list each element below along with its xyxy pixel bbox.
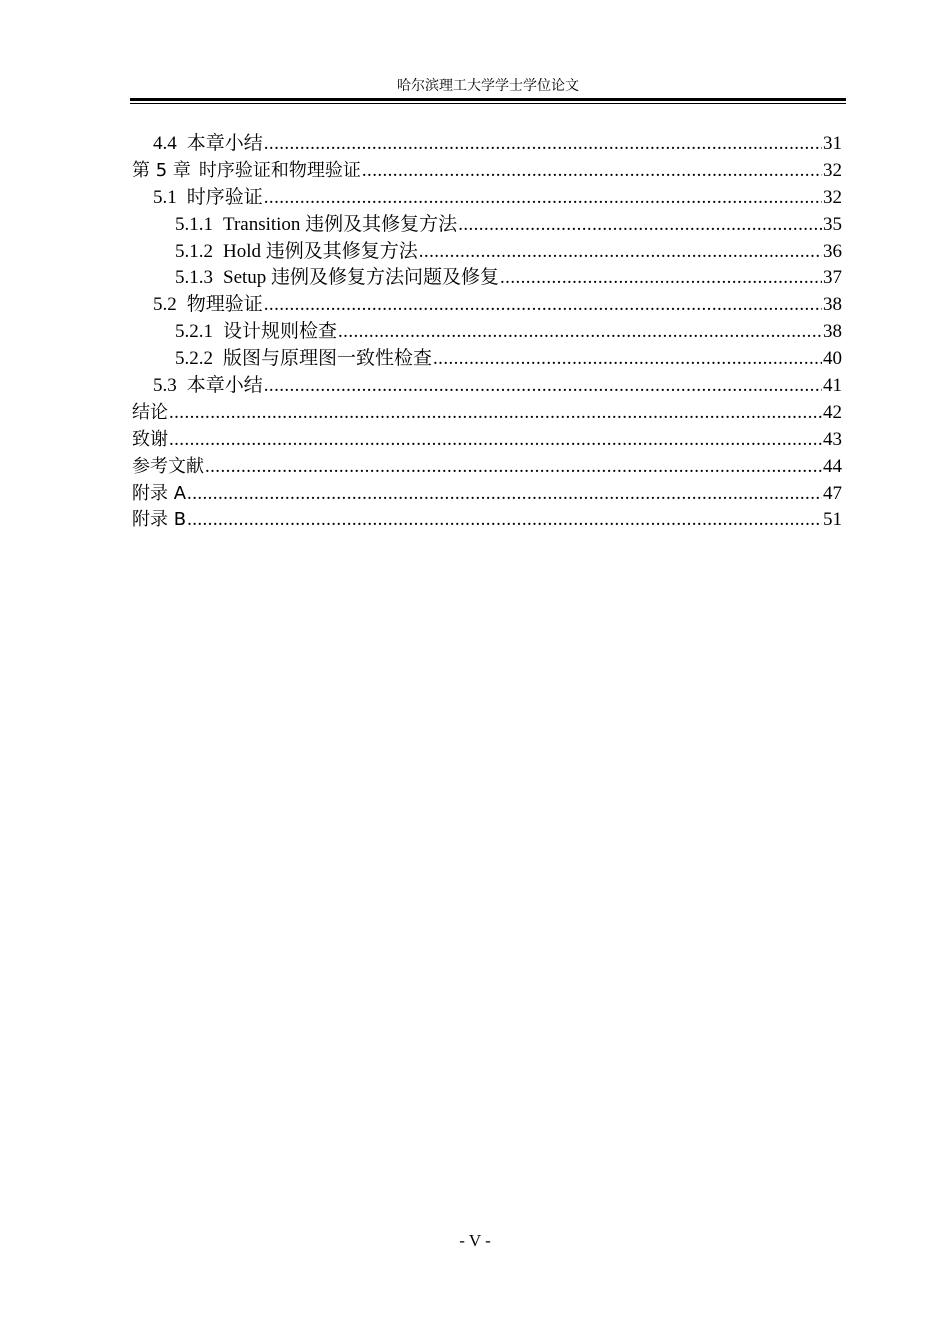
toc-dot-leader bbox=[169, 400, 822, 426]
toc-entry-number: 5.1.1 bbox=[175, 213, 213, 235]
toc-entry-number: 5.2 bbox=[153, 294, 177, 316]
toc-entry[interactable] bbox=[132, 481, 842, 508]
toc-entry-text: 致谢 bbox=[132, 428, 168, 450]
toc-entry[interactable] bbox=[132, 292, 842, 319]
toc-dot-leader bbox=[500, 265, 822, 291]
toc-entry[interactable] bbox=[132, 158, 842, 185]
toc-entry-title bbox=[175, 319, 337, 345]
toc-entry-text: 时序验证和物理验证 bbox=[198, 159, 361, 181]
toc-dot-leader bbox=[187, 507, 822, 533]
toc-dot-leader bbox=[338, 319, 822, 345]
toc-entry-number: 5.1 bbox=[153, 186, 177, 208]
toc-entry-text: 设计规则检查 bbox=[223, 321, 338, 343]
toc-entry-number: 5.3 bbox=[153, 375, 177, 397]
header-rule-thin bbox=[130, 103, 846, 104]
toc-entry-page: 43 bbox=[823, 428, 842, 450]
toc-entry-title bbox=[132, 507, 186, 533]
toc-entry[interactable] bbox=[132, 507, 842, 534]
toc-entry-page: 51 bbox=[823, 509, 842, 531]
toc-dot-leader bbox=[169, 427, 822, 453]
toc-entry-text: 物理验证 bbox=[186, 294, 263, 316]
toc-entry-page: 38 bbox=[823, 321, 842, 343]
toc-entry-text: 时序验证 bbox=[186, 186, 263, 208]
toc-entry[interactable] bbox=[132, 373, 842, 400]
toc-entry-page: 38 bbox=[823, 294, 842, 316]
toc-entry-title bbox=[175, 346, 432, 372]
toc-entry-text: Setup 违例及修复方法问题及修复 bbox=[223, 267, 500, 289]
toc-dot-leader bbox=[419, 239, 822, 265]
table-of-contents bbox=[132, 131, 842, 534]
toc-entry-number: 第 5 章 bbox=[132, 159, 191, 181]
toc-entry-title bbox=[153, 292, 263, 318]
toc-entry-title bbox=[175, 239, 418, 265]
toc-entry-number: 5.2.2 bbox=[175, 348, 213, 370]
toc-entry[interactable] bbox=[132, 319, 842, 346]
toc-dot-leader bbox=[264, 185, 822, 211]
toc-dot-leader bbox=[362, 158, 822, 184]
toc-dot-leader bbox=[433, 346, 822, 372]
toc-entry-text: 参考文献 bbox=[132, 455, 204, 477]
toc-dot-leader bbox=[205, 454, 822, 480]
toc-entry-title bbox=[153, 131, 263, 157]
toc-entry-text: 附录 A bbox=[132, 482, 187, 504]
toc-entry-title bbox=[132, 427, 168, 453]
toc-entry-page: 44 bbox=[823, 455, 842, 477]
toc-entry-title bbox=[132, 400, 168, 426]
toc-entry-number: 5.2.1 bbox=[175, 321, 213, 343]
toc-entry[interactable] bbox=[132, 427, 842, 454]
toc-entry-text: 版图与原理图一致性检查 bbox=[223, 348, 433, 370]
toc-entry[interactable] bbox=[132, 265, 842, 292]
toc-entry[interactable] bbox=[132, 131, 842, 158]
toc-entry-page: 35 bbox=[823, 213, 842, 235]
toc-entry-title bbox=[132, 454, 204, 480]
toc-entry-page: 32 bbox=[823, 159, 842, 181]
toc-entry-title bbox=[153, 373, 263, 399]
toc-entry-page: 31 bbox=[823, 133, 842, 154]
header-rule-thick bbox=[130, 98, 846, 101]
toc-entry[interactable] bbox=[132, 185, 842, 212]
toc-dot-leader bbox=[264, 131, 822, 157]
toc-entry-title bbox=[153, 185, 263, 211]
toc-entry-page: 37 bbox=[823, 267, 842, 289]
toc-entry-title bbox=[175, 212, 457, 238]
toc-entry-text: Hold 违例及其修复方法 bbox=[223, 240, 418, 262]
toc-dot-leader bbox=[264, 373, 822, 399]
toc-entry-number: 5.1.2 bbox=[175, 240, 213, 262]
toc-dot-leader bbox=[458, 212, 822, 238]
toc-entry[interactable] bbox=[132, 346, 842, 373]
toc-entry-page: 47 bbox=[823, 482, 842, 504]
toc-entry-number: 5.1.3 bbox=[175, 267, 213, 289]
page-header-title: 哈尔滨理工大学学士学位论文 bbox=[397, 79, 579, 94]
toc-entry-page: 36 bbox=[823, 240, 842, 262]
toc-entry-title bbox=[175, 265, 499, 291]
page-number: - V - bbox=[459, 1231, 491, 1250]
toc-entry-page: 40 bbox=[823, 348, 842, 370]
toc-entry[interactable] bbox=[132, 454, 842, 481]
toc-entry[interactable] bbox=[132, 239, 842, 266]
toc-dot-leader bbox=[264, 292, 822, 318]
toc-entry-text: 本章小结 bbox=[186, 133, 263, 154]
toc-dot-leader bbox=[187, 481, 822, 507]
toc-entry-text: 本章小结 bbox=[186, 375, 263, 397]
toc-entry-page: 32 bbox=[823, 186, 842, 208]
toc-entry-text: 附录 B bbox=[132, 509, 187, 531]
toc-entry[interactable] bbox=[132, 400, 842, 427]
toc-entry-page: 42 bbox=[823, 401, 842, 423]
toc-entry-text: Transition 违例及其修复方法 bbox=[223, 213, 458, 235]
toc-entry-text: 结论 bbox=[132, 401, 168, 423]
toc-entry-title bbox=[132, 158, 361, 184]
toc-entry-number: 4.4 bbox=[153, 133, 177, 154]
toc-entry[interactable] bbox=[132, 212, 842, 239]
toc-entry-page: 41 bbox=[823, 375, 842, 397]
toc-entry-title bbox=[132, 481, 186, 507]
